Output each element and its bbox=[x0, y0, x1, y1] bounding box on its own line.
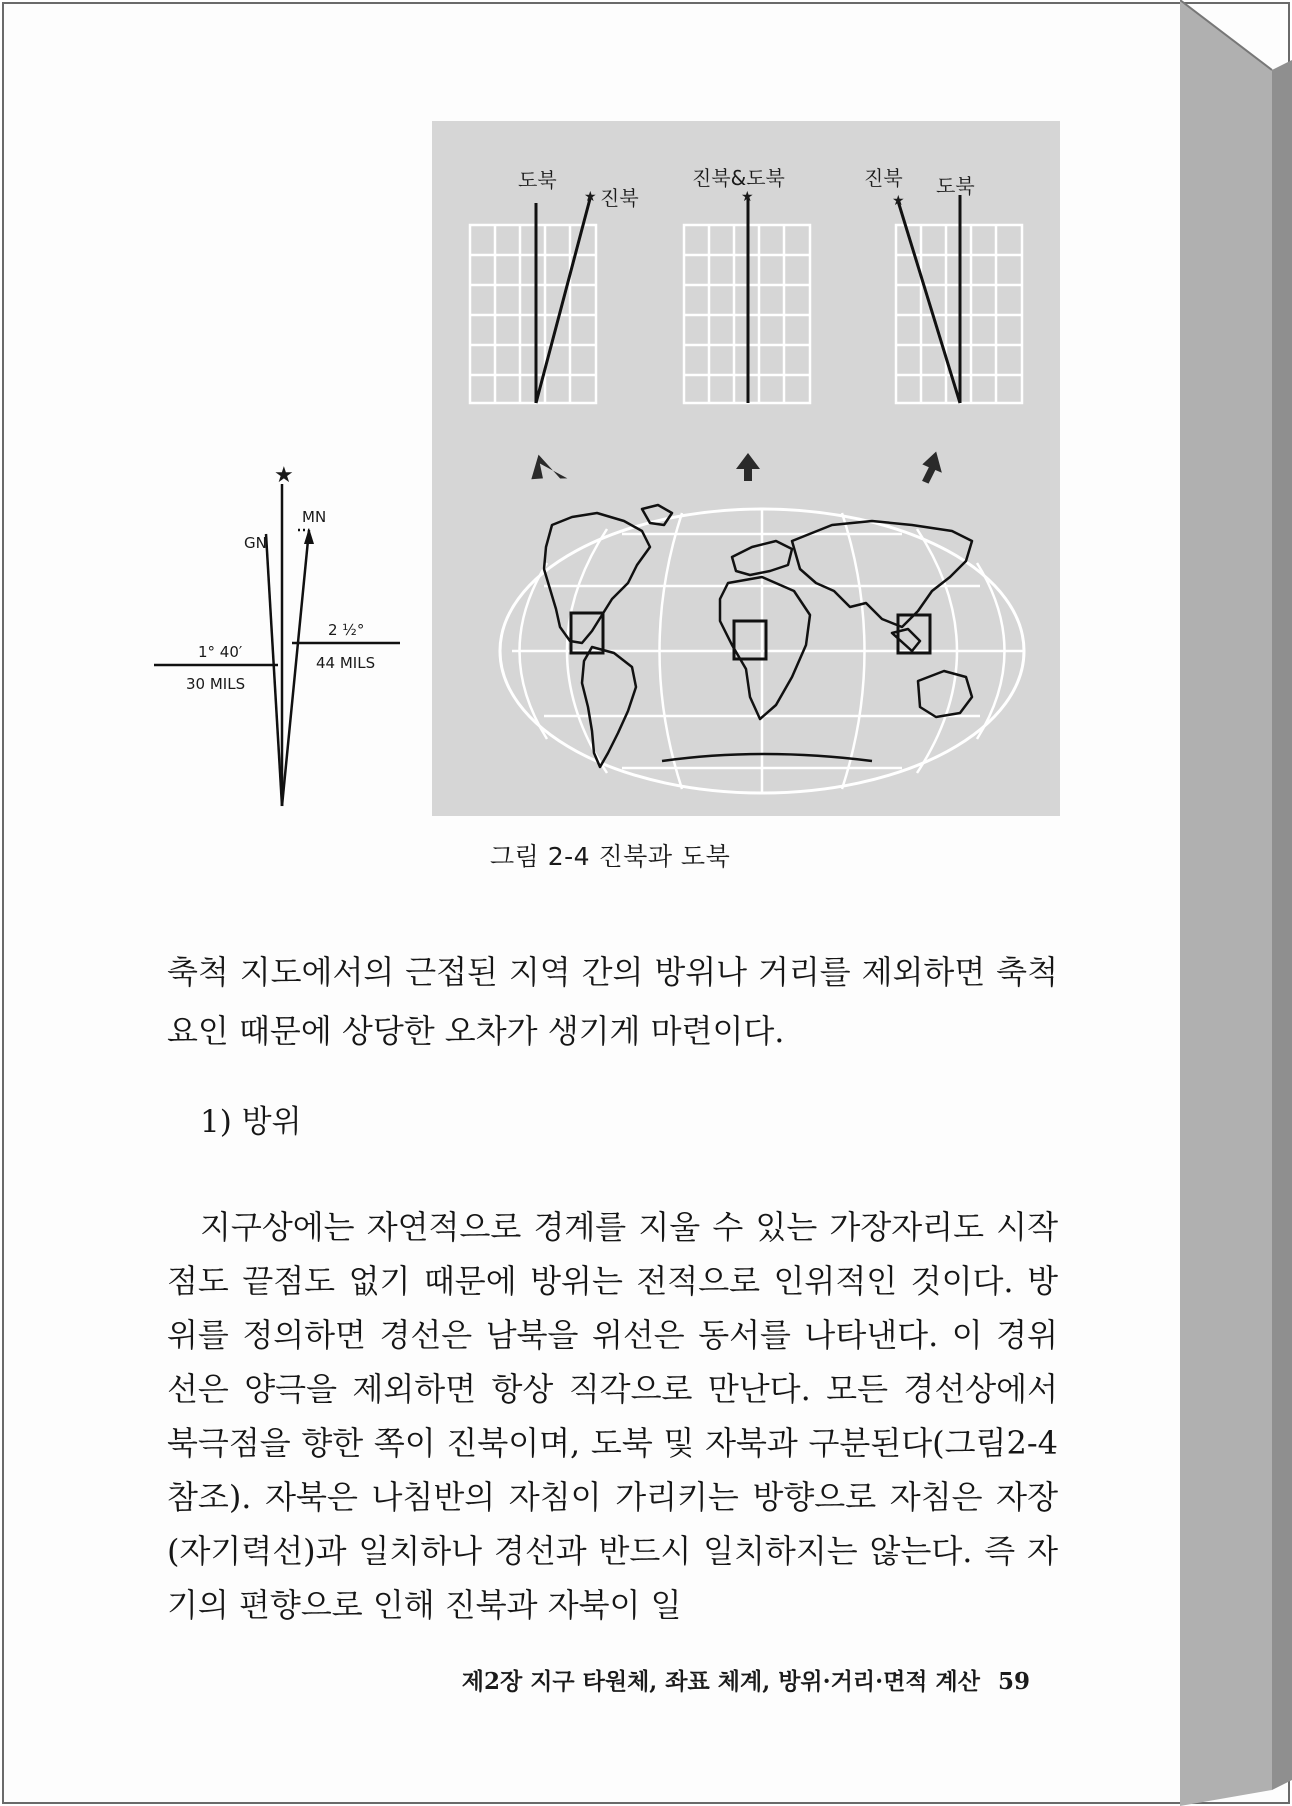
arrow-icons bbox=[522, 449, 947, 496]
figure-caption: 그림 2-4 진북과 도북 bbox=[490, 842, 731, 871]
paragraph-direction: 지구상에는 자연적으로 경계를 지울 수 있는 가장자리도 시작점도 끝점도 없기 때문에 방위는 전적으로 인위적인 것이다. 방위를 정의하면 경선은 남북을 위선은 동서를 나타낸다. 이 경위선은 양극을 제외하면 항상 직각으로 만난다. 모든 경선상에서 북극점을 향한 쪽이 진북이며, 도북 및 자북과 구분된다(그림2-4 참조). 자북은 나침반의 자침이 가리키는 방향으로 자침은 자장(자기력선)과 일치하나 경선과 반드시 일치하지는 않는다. 즉 자기의 편향으로 인해 진북과 자북이 일 bbox=[167, 1208, 1058, 1624]
label-center-both: 진북&도북 bbox=[692, 166, 785, 190]
page-stack-edge bbox=[1180, 0, 1292, 1806]
arrow-up-left-icon bbox=[522, 449, 567, 496]
arrow-up-icon bbox=[736, 453, 760, 481]
label-right-grid-north: 도북 bbox=[936, 174, 975, 198]
label-right-mils: 44 MILS bbox=[316, 654, 376, 672]
arrow-up-right-icon bbox=[918, 449, 947, 486]
magnetic-arrow-icon bbox=[304, 528, 314, 544]
star-icon: ★ bbox=[274, 463, 294, 488]
declination-diagram bbox=[150, 460, 430, 820]
north-comparison-figure bbox=[432, 121, 1060, 816]
label-mn: MN bbox=[302, 508, 327, 526]
label-left-angle: 1° 40′ bbox=[198, 643, 243, 661]
running-title: 제2장 지구 타원체, 좌표 체계, 방위·거리·면적 계산 bbox=[461, 1668, 980, 1695]
label-left-grid-north: 도북 bbox=[518, 168, 557, 192]
section-heading-direction: 1) 방위 bbox=[200, 1104, 302, 1140]
grid-north-line bbox=[266, 534, 282, 806]
page-number: 59 bbox=[997, 1668, 1030, 1695]
star-icon: ★ bbox=[584, 189, 597, 205]
world-map bbox=[500, 505, 1024, 793]
magnetic-north-line bbox=[282, 530, 309, 806]
star-icon: ★ bbox=[892, 193, 905, 209]
label-right-angle: 2 ½° bbox=[328, 621, 365, 639]
label-left-true-north: 진북 bbox=[600, 186, 639, 210]
right-true-north-line bbox=[898, 201, 960, 403]
running-footer bbox=[400, 1663, 1030, 1696]
star-icon: ★ bbox=[741, 189, 754, 205]
label-left-mils: 30 MILS bbox=[186, 675, 246, 693]
paragraph-scale-error: 축척 지도에서의 근접된 지역 간의 방위나 거리를 제외하면 축척 요인 때문에 상당한 오차가 생기게 마련이다. bbox=[167, 953, 1058, 1050]
label-gn: GN bbox=[244, 534, 267, 552]
figure-drawing bbox=[432, 121, 1060, 816]
label-right-true-north: 진북 bbox=[864, 166, 903, 190]
